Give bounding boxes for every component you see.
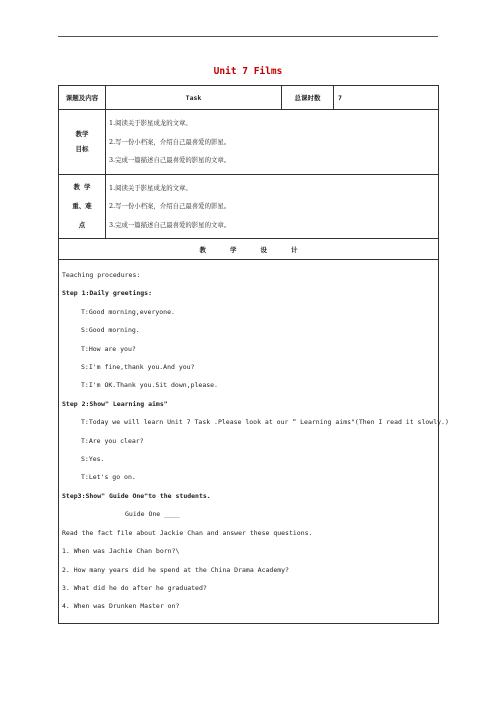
dialogue-line: T:Let's go on. [81, 473, 136, 482]
guide-instructions: Read the fact file about Jackie Chan and answer these questions. [62, 528, 313, 537]
teaching-procedures [59, 260, 449, 624]
list-item: 3.完成一篇描述自己最喜爱的影星的文章。 [109, 156, 231, 164]
key-points-list [106, 174, 439, 239]
dialogue-line: T:I'm OK.Thank you.Sit down,please. [81, 381, 218, 390]
objectives-row [59, 110, 439, 175]
list-item: 3.完成一篇描述自己最喜爱的影星的文章。 [109, 220, 231, 229]
header-rule [58, 36, 438, 37]
objectives-list [106, 110, 439, 175]
key-points-row [59, 174, 439, 239]
question-item: 3. What did he do after he graduated? [62, 583, 207, 592]
list-item: 1.阅读关于影星成龙的文章。 [109, 183, 192, 192]
step-heading: Step 2:Show" Learning aims" [62, 399, 168, 408]
hours-value: 7 [334, 86, 439, 110]
guide-heading: Guide One ____ [125, 510, 180, 519]
dialogue-line: S:I'm fine,thank you.And you? [81, 363, 195, 372]
key-points-label: 教 学 重、难 点 [59, 174, 106, 239]
question-item: 2. How many years did he spend at the China Drama Academy? [62, 565, 289, 574]
topic-value: Task [106, 86, 282, 110]
dialogue-line: S:Good morning. [81, 326, 140, 335]
question-item: 4. When was Drunken Master on? [62, 602, 180, 611]
dialogue-line: T:Good morning,everyone. [81, 307, 175, 316]
design-header: 教 学 设 计 [59, 239, 439, 260]
procedures-intro: Teaching procedures: [62, 271, 141, 279]
dialogue-line: T:Today we will learn Unit 7 Task .Please look at our “ Learning aims"(Then I read it slowly.) [81, 418, 449, 427]
question-item: 1. When was Jachie Chan born?\ [62, 547, 180, 556]
hours-label: 总课时数 [282, 86, 334, 110]
dialogue-line: S:Yes. [81, 455, 105, 464]
lesson-plan-table [58, 85, 449, 624]
design-header-row [59, 239, 439, 260]
step-heading: Step3:Show" Guide One"to the students. [62, 491, 211, 500]
dialogue-line: T:How are you? [81, 344, 136, 353]
list-item: 2.写一份小档案，介绍自己最喜爱的影星。 [109, 137, 231, 146]
list-item: 2.写一份小档案，介绍自己最喜爱的影星。 [109, 202, 231, 210]
topic-label: 课题及内容 [59, 86, 106, 110]
header-row [59, 86, 439, 110]
page-title: Unit 7 Films [213, 66, 283, 77]
procedures-row [59, 260, 439, 624]
objectives-label: 教学 目标 [59, 110, 106, 175]
list-item: 1.阅读关于影星成龙的文章。 [109, 119, 192, 127]
step-heading: Step 1:Daily greetings: [62, 289, 153, 298]
dialogue-line: T:Are you clear? [81, 436, 144, 445]
